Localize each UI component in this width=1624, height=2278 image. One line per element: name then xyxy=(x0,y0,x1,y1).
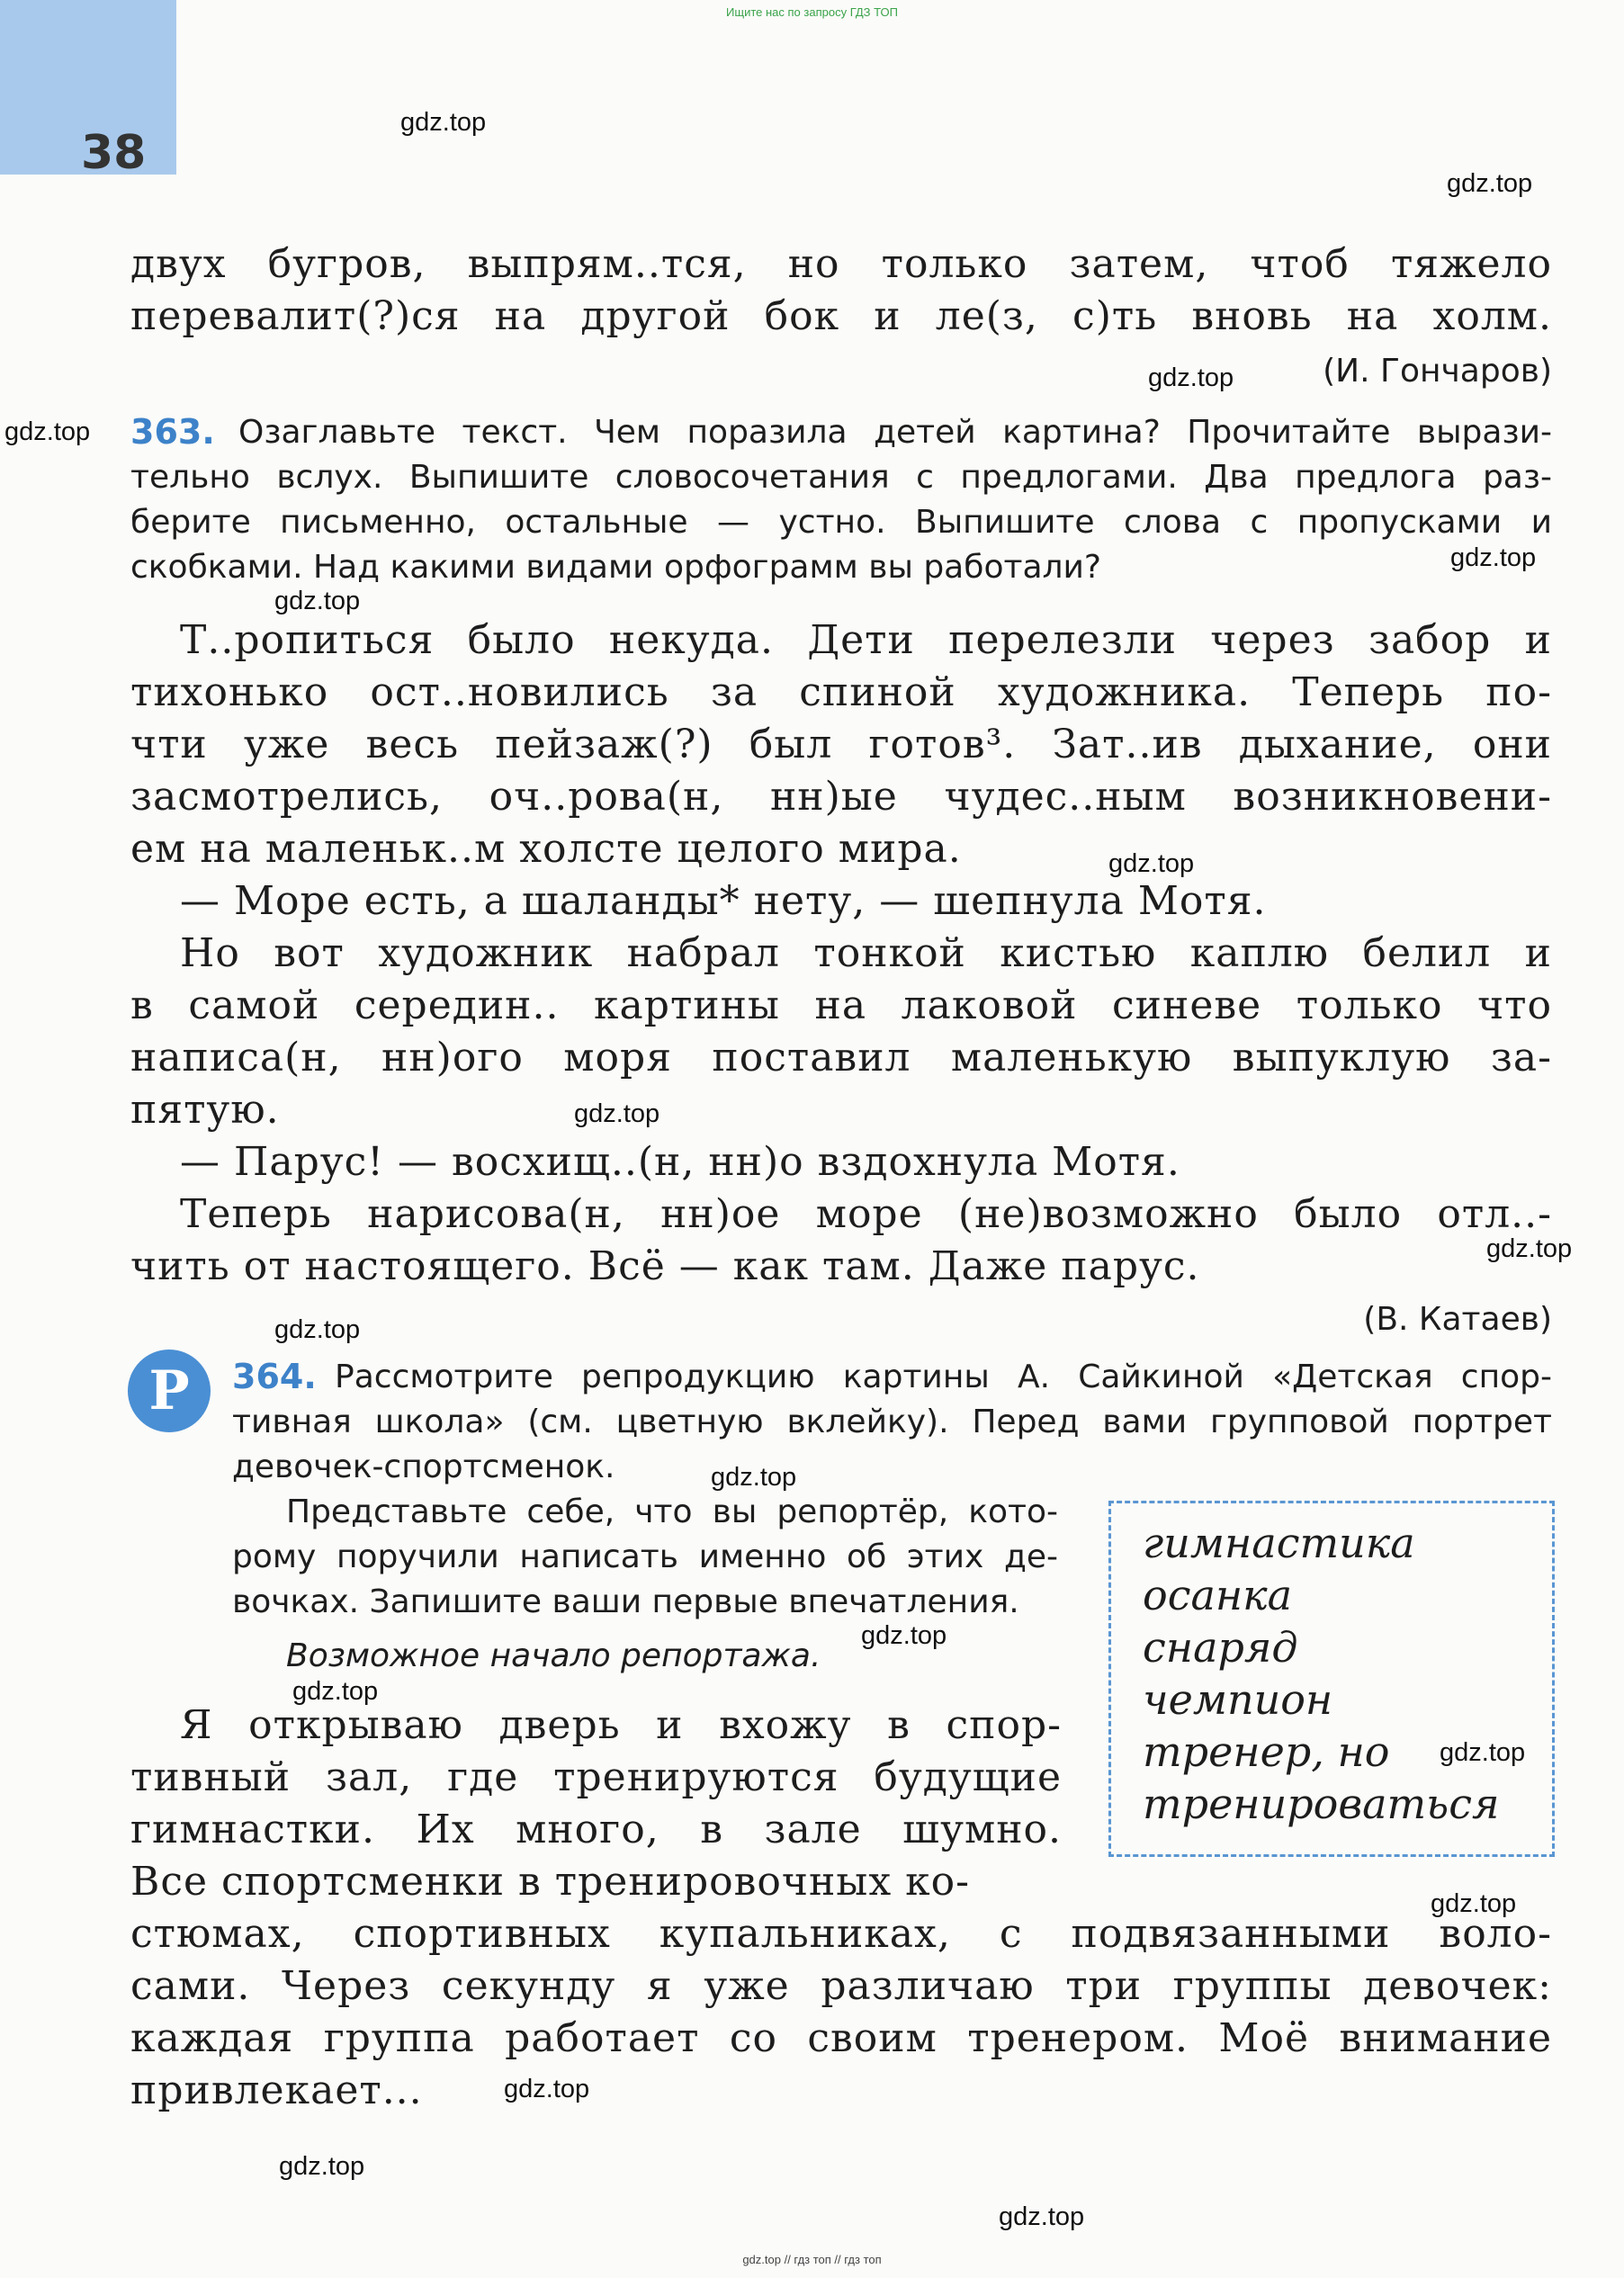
vocab-word: снаряд xyxy=(1143,1623,1298,1672)
watermark: gdz.top xyxy=(292,1677,379,1706)
top-note: Ищите нас по запросу ГДЗ ТОП xyxy=(726,5,898,19)
report-line: каждая группа работает со своим тренером. Моё внимание xyxy=(130,2015,1552,2061)
report-line: тивный зал, где тренируются будущие xyxy=(130,1754,1062,1800)
watermark: gdz.top xyxy=(574,1099,660,1128)
watermark: gdz.top xyxy=(1440,1738,1526,1767)
watermark: gdz.top xyxy=(1431,1889,1517,1918)
intro-author: (И. Гончаров) xyxy=(1323,353,1552,390)
text-line: в самой середин.. картины на лаковой синеве только что xyxy=(130,982,1552,1028)
text-line: засмотрелись, оч..рова(н, нн)ые чудес..ным возникновени- xyxy=(130,774,1552,820)
exercise-364-sample-label: Возможное начало репортажа. xyxy=(286,1637,821,1674)
report-line: привлекает... xyxy=(130,2067,423,2113)
exercise-364-subtask: Представьте себе, что вы репортёр, кото- xyxy=(286,1493,1058,1530)
exercise-364-subtask: рому поручили написать именно об этих де- xyxy=(232,1538,1058,1575)
text-line: тихонько ост..новились за спиной художника. Теперь по- xyxy=(130,669,1552,715)
speech-development-badge: Р xyxy=(128,1350,211,1432)
exercise-363-task: берите письменно, остальные — устно. Выпишите слова с пропусками и xyxy=(130,504,1552,541)
page-number: 38 xyxy=(81,126,147,180)
watermark: gdz.top xyxy=(4,417,91,446)
exercise-363-task: Озаглавьте текст. Чем поразила детей картина? Прочитайте вырази- xyxy=(238,414,1552,451)
exercise-364-task: тивная школа» (см. цветную вклейку). Перед вами групповой портрет xyxy=(232,1404,1552,1440)
report-line: стюмах, спортивных купальниках, с подвязанными воло- xyxy=(130,1911,1552,1957)
exercise-363-number: 363. xyxy=(130,412,215,452)
watermark: gdz.top xyxy=(279,2152,365,2181)
text-author: (В. Катаев) xyxy=(1363,1301,1552,1338)
vocab-word: тренироваться xyxy=(1143,1780,1500,1828)
text-line: Т..ропиться было некуда. Дети перелезли через забор и xyxy=(180,617,1552,663)
text-line: чти уже весь пейзаж(?) был готов³. Зат..ив дыхание, они xyxy=(130,722,1552,767)
watermark: gdz.top xyxy=(1486,1234,1573,1263)
report-line: Все спортсменки в тренировочных ко- xyxy=(130,1859,970,1905)
text-line: ем на маленьк..м холсте целого мира. xyxy=(130,826,962,872)
exercise-363-task: скобками. Над какими видами орфограмм вы работали? xyxy=(130,549,1102,586)
exercise-364-task: Рассмотрите репродукцию картины А. Сайкиной «Детская спор- xyxy=(335,1359,1552,1395)
text-line: чить от настоящего. Всё — как там. Даже парус. xyxy=(130,1243,1200,1289)
watermark: gdz.top xyxy=(400,108,487,137)
text-line: Теперь нарисова(н, нн)ое море (не)возможно было отл..- xyxy=(180,1191,1552,1237)
intro-line: двух бугров, выпрям..тся, но только затем, чтоб тяжело xyxy=(130,241,1552,287)
text-line: написа(н, нн)ого моря поставил маленькую выпуклую за- xyxy=(130,1035,1552,1081)
vocab-word: гимнастика xyxy=(1143,1519,1415,1567)
watermark: gdz.top xyxy=(504,2075,590,2103)
text-line: пятую. xyxy=(130,1087,280,1133)
exercise-364-subtask: вочках. Запишите ваши первые впечатления. xyxy=(232,1583,1019,1620)
footer-note: gdz.top // гдз топ // гдз топ xyxy=(742,2253,882,2266)
report-line: Я открываю дверь и вхожу в спор- xyxy=(180,1702,1062,1748)
watermark: gdz.top xyxy=(1447,169,1533,198)
exercise-363-task: тельно вслух. Выпишите словосочетания с предлогами. Два предлога раз- xyxy=(130,459,1552,496)
text-line: — Море есть, а шаланды* нету, — шепнула Мотя. xyxy=(180,878,1267,924)
intro-line: перевалит(?)ся на другой бок и ле(з, с)ть вновь на холм. xyxy=(130,293,1552,339)
watermark: gdz.top xyxy=(711,1463,797,1492)
vocab-word: осанка xyxy=(1143,1571,1293,1619)
watermark: gdz.top xyxy=(274,1315,361,1344)
watermark: gdz.top xyxy=(1148,363,1234,392)
exercise-364-number: 364. xyxy=(232,1357,317,1396)
watermark: gdz.top xyxy=(1450,543,1537,572)
watermark: gdz.top xyxy=(861,1621,947,1650)
exercise-364-task: девочек-спортсменок. xyxy=(232,1448,615,1485)
vocab-word: тренер, но xyxy=(1143,1727,1390,1776)
text-line: — Парус! — восхищ..(н, нн)о вздохнула Мотя. xyxy=(180,1139,1180,1185)
vocab-word: чемпион xyxy=(1143,1675,1333,1724)
watermark: gdz.top xyxy=(274,587,361,615)
report-line: гимнастки. Их много, в зале шумно. xyxy=(130,1807,1062,1852)
watermark: gdz.top xyxy=(999,2202,1085,2231)
watermark: gdz.top xyxy=(1108,849,1195,878)
text-line: Но вот художник набрал тонкой кистью каплю белил и xyxy=(180,930,1552,976)
report-line: сами. Через секунду я уже различаю три группы девочек: xyxy=(130,1963,1552,2009)
